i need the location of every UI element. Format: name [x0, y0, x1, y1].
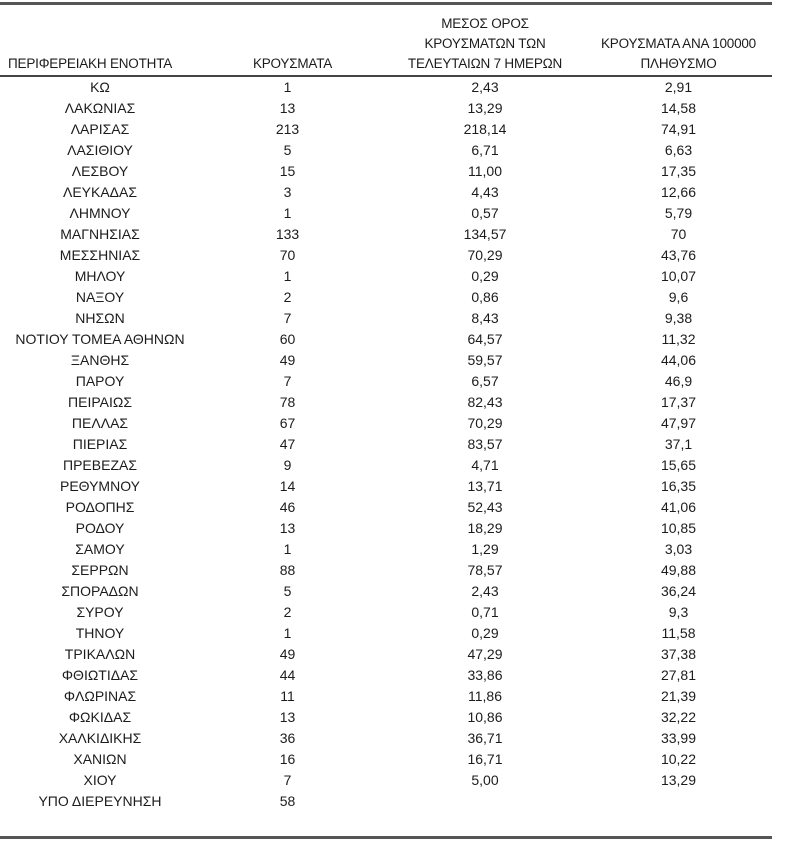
cell-per100k: 37,38 [660, 646, 697, 662]
table-row [0, 770, 772, 791]
cell-per100k: 10,22 [660, 751, 697, 767]
table-row [0, 560, 772, 581]
cell-cases: 16 [279, 751, 296, 767]
table-row [0, 434, 772, 455]
cell-per100k: 13,29 [660, 772, 697, 788]
table-row [0, 623, 772, 644]
cell-avg7: 11,00 [468, 163, 502, 179]
table-row [0, 287, 772, 308]
cell-cases: 15 [279, 163, 296, 179]
cell-avg7: 11,86 [468, 688, 502, 704]
header-avg7-line: ΚΡΟΥΣΜΑΤΩΝ ΤΩΝ [424, 36, 546, 51]
cell-region: ΧΙΟΥ [83, 772, 117, 788]
header-per100k-line: ΚΡΟΥΣΜΑΤΑ ΑΝΑ 100000 [601, 36, 756, 51]
table-row [0, 308, 772, 329]
cell-region: ΥΠΟ ΔΙΕΡΕΥΝΗΣΗ [38, 793, 162, 809]
cell-per100k: 17,37 [660, 394, 697, 410]
cell-avg7: 10,86 [467, 709, 503, 725]
cell-per100k: 3,03 [664, 541, 693, 557]
table-row [0, 749, 772, 770]
cell-avg7: 47,29 [467, 646, 503, 662]
table-row [0, 707, 772, 728]
cell-region: ΛΑΚΩΝΙΑΣ [64, 100, 136, 116]
cell-per100k: 2,91 [664, 79, 693, 95]
header-cases: ΚΡΟΥΣΜΑΤΑ [200, 14, 385, 76]
cell-per100k: 5,79 [664, 205, 693, 221]
table-row [0, 791, 772, 812]
cell-avg7: 70,29 [467, 415, 503, 431]
cell-region: ΡΟΔΟΠΗΣ [65, 499, 135, 515]
cell-cases: 3 [283, 184, 292, 200]
cell-per100k: 21,39 [660, 688, 697, 704]
cell-cases: 1 [283, 268, 292, 284]
cell-cases: 70 [279, 247, 296, 263]
cell-region: ΜΑΓΝΗΣΙΑΣ [60, 226, 140, 242]
cell-avg7: 13,71 [467, 478, 503, 494]
table-row [0, 455, 772, 476]
table-row [0, 413, 772, 434]
cell-region: ΛΕΣΒΟΥ [71, 163, 129, 179]
cell-region: ΦΩΚΙΔΑΣ [68, 709, 132, 725]
cell-per100k: 16,35 [660, 478, 697, 494]
cell-avg7: 0,71 [471, 604, 499, 620]
header-avg7-line: ΤΕΛΕΥΤΑΙΩΝ 7 ΗΜΕΡΩΝ [407, 56, 563, 71]
cell-per100k: 9,3 [668, 604, 689, 620]
cell-per100k: 11,58 [661, 625, 696, 641]
table-row [0, 686, 772, 707]
cell-cases: 44 [279, 667, 296, 683]
cell-avg7: 59,57 [467, 352, 503, 368]
cell-cases: 213 [275, 121, 300, 137]
cases-table [0, 14, 772, 812]
cell-cases: 11 [280, 688, 295, 704]
header-per100k [585, 14, 772, 76]
cell-region: ΛΗΜΝΟΥ [69, 205, 131, 221]
cell-region: ΜΗΛΟΥ [74, 268, 126, 284]
cell-cases: 36 [279, 730, 296, 746]
cell-per100k: 46,9 [664, 373, 693, 389]
cell-avg7: 0,57 [471, 205, 499, 221]
cell-avg7: 0,29 [471, 625, 499, 641]
cell-cases: 13 [279, 520, 296, 536]
cell-cases: 13 [279, 709, 296, 725]
cell-cases: 46 [279, 499, 296, 515]
cell-cases: 9 [283, 457, 292, 473]
cell-cases: 1 [283, 205, 292, 221]
cell-per100k: 32,22 [660, 709, 697, 725]
table-row [0, 161, 772, 182]
cell-avg7: 4,71 [471, 457, 499, 473]
cell-per100k: 6,63 [664, 142, 693, 158]
table-row [0, 539, 772, 560]
cell-cases: 13 [279, 100, 296, 116]
cell-cases: 14 [279, 478, 296, 494]
table-row [0, 140, 772, 161]
cell-per100k: 44,06 [660, 352, 697, 368]
cell-region: ΡΟΔΟΥ [75, 520, 125, 536]
cell-avg7: 5,00 [471, 772, 499, 788]
table-body [0, 76, 772, 812]
table-row [0, 266, 772, 287]
cell-avg7: 134,57 [463, 226, 507, 242]
cell-avg7: 0,29 [471, 268, 499, 284]
cell-avg7: 78,57 [467, 562, 503, 578]
cell-region: ΠΡΕΒΕΖΑΣ [62, 457, 137, 473]
cell-cases: 7 [283, 772, 292, 788]
cell-avg7: 16,71 [467, 751, 503, 767]
cell-region: ΝΗΣΩΝ [75, 310, 125, 326]
cell-cases: 49 [279, 646, 296, 662]
top-rule [0, 2, 772, 5]
cell-region: ΡΕΘΥΜΝΟΥ [59, 478, 140, 494]
cell-cases: 5 [283, 583, 292, 599]
table-row [0, 476, 772, 497]
table-row [0, 98, 772, 119]
cell-cases: 2 [283, 604, 292, 620]
table-row [0, 644, 772, 665]
cell-per100k: 10,85 [660, 520, 697, 536]
table-row [0, 224, 772, 245]
table-row [0, 329, 772, 350]
cell-avg7 [385, 791, 585, 812]
cell-per100k: 27,81 [660, 667, 697, 683]
cell-avg7: 64,57 [467, 331, 503, 347]
header-avg7-line: ΜΕΣΟΣ ΟΡΟΣ [441, 16, 529, 31]
header-row [0, 14, 772, 76]
table-row [0, 602, 772, 623]
cell-per100k: 47,97 [660, 415, 697, 431]
cell-per100k: 12,66 [660, 184, 697, 200]
cell-avg7: 83,57 [467, 436, 503, 452]
cell-region: ΣΠΟΡΑΔΩΝ [61, 583, 139, 599]
cell-per100k: 9,6 [668, 289, 689, 305]
cell-avg7: 70,29 [467, 247, 503, 263]
cell-avg7: 52,43 [467, 499, 503, 515]
cell-cases: 5 [283, 142, 292, 158]
cell-per100k: 43,76 [660, 247, 697, 263]
header-per100k-line: ΠΛΗΘΥΣΜΟ [640, 56, 717, 71]
cell-cases: 2 [283, 289, 292, 305]
cell-avg7: 1,29 [471, 541, 499, 557]
cell-cases: 7 [283, 373, 292, 389]
cell-region: ΦΘΙΩΤΙΔΑΣ [61, 667, 139, 683]
table-row [0, 581, 772, 602]
cell-region: ΝΑΞΟΥ [75, 289, 125, 305]
cell-per100k: 49,88 [660, 562, 697, 578]
table-row [0, 203, 772, 224]
cell-region: ΜΕΣΣΗΝΙΑΣ [59, 247, 141, 263]
cell-avg7: 13,29 [467, 100, 503, 116]
cell-avg7: 33,86 [467, 667, 503, 683]
table-row [0, 392, 772, 413]
cell-cases: 78 [279, 394, 296, 410]
cell-cases: 88 [279, 562, 296, 578]
cell-per100k: 74,91 [660, 121, 697, 137]
cell-per100k: 11,32 [661, 331, 696, 347]
cell-avg7: 82,43 [467, 394, 503, 410]
cell-region: ΠΙΕΡΙΑΣ [72, 436, 128, 452]
cell-per100k: 37,1 [664, 436, 693, 452]
cell-region: ΝΟΤΙΟΥ ΤΟΜΕΑ ΑΘΗΝΩΝ [15, 331, 185, 347]
cell-cases: 60 [279, 331, 296, 347]
cell-cases: 133 [275, 226, 300, 242]
table-row [0, 182, 772, 203]
table-row [0, 497, 772, 518]
cell-cases: 1 [283, 625, 292, 641]
cell-cases: 7 [283, 310, 292, 326]
table-row [0, 665, 772, 686]
cell-cases: 1 [283, 541, 292, 557]
cell-region: ΦΛΩΡΙΝΑΣ [63, 688, 137, 704]
cell-avg7: 4,43 [471, 184, 499, 200]
table-row [0, 728, 772, 749]
bottom-rule [0, 836, 772, 839]
table-row [0, 518, 772, 539]
cell-region: ΣΥΡΟΥ [76, 604, 124, 620]
header-avg7 [385, 14, 585, 76]
table-row [0, 350, 772, 371]
cell-per100k: 17,35 [660, 163, 697, 179]
table-row [0, 119, 772, 140]
cell-cases: 49 [279, 352, 296, 368]
cell-per100k: 33,99 [660, 730, 697, 746]
cell-avg7: 2,43 [471, 583, 499, 599]
table-row [0, 371, 772, 392]
table-row [0, 245, 772, 266]
cell-region: ΚΩ [90, 79, 110, 95]
cell-avg7: 2,43 [471, 79, 499, 95]
table-row [0, 76, 772, 98]
cell-per100k: 70 [670, 226, 687, 242]
cell-region: ΛΕΥΚΑΔΑΣ [62, 184, 138, 200]
cell-region: ΤΡΙΚΑΛΩΝ [64, 646, 136, 662]
header-region: ΠΕΡΙΦΕΡΕΙΑΚΗ ΕΝΟΤΗΤΑ [0, 14, 200, 76]
cell-region: ΛΑΣΙΘΙΟΥ [67, 142, 133, 158]
cell-cases: 67 [279, 415, 296, 431]
cell-per100k: 41,06 [660, 499, 697, 515]
cell-avg7: 0,86 [471, 289, 499, 305]
cell-region: ΠΕΛΛΑΣ [71, 415, 129, 431]
cell-region: ΣΕΡΡΩΝ [71, 562, 129, 578]
cell-cases: 58 [279, 793, 296, 809]
cell-per100k: 10,07 [660, 268, 697, 284]
cell-cases: 1 [283, 79, 292, 95]
cell-region: ΠΑΡΟΥ [75, 373, 125, 389]
cell-per100k [585, 791, 772, 812]
cell-region: ΞΑΝΘΗΣ [70, 352, 130, 368]
cell-avg7: 18,29 [467, 520, 503, 536]
cell-per100k: 15,65 [660, 457, 697, 473]
cell-region: ΠΕΙΡΑΙΩΣ [68, 394, 132, 410]
cell-avg7: 6,71 [471, 142, 499, 158]
cell-region: ΛΑΡΙΣΑΣ [70, 121, 130, 137]
cell-per100k: 36,24 [660, 583, 697, 599]
cell-avg7: 36,71 [467, 730, 503, 746]
cell-per100k: 9,38 [664, 310, 693, 326]
cell-region: ΣΑΜΟΥ [75, 541, 125, 557]
cell-avg7: 218,14 [463, 121, 507, 137]
cell-avg7: 8,43 [471, 310, 499, 326]
cell-cases: 47 [279, 436, 296, 452]
cell-avg7: 6,57 [471, 373, 499, 389]
cell-region: ΤΗΝΟΥ [75, 625, 125, 641]
cell-region: ΧΑΝΙΩΝ [73, 751, 127, 767]
cell-per100k: 14,58 [660, 100, 697, 116]
table-header [0, 14, 772, 76]
cell-region: ΧΑΛΚΙΔΙΚΗΣ [58, 730, 142, 746]
